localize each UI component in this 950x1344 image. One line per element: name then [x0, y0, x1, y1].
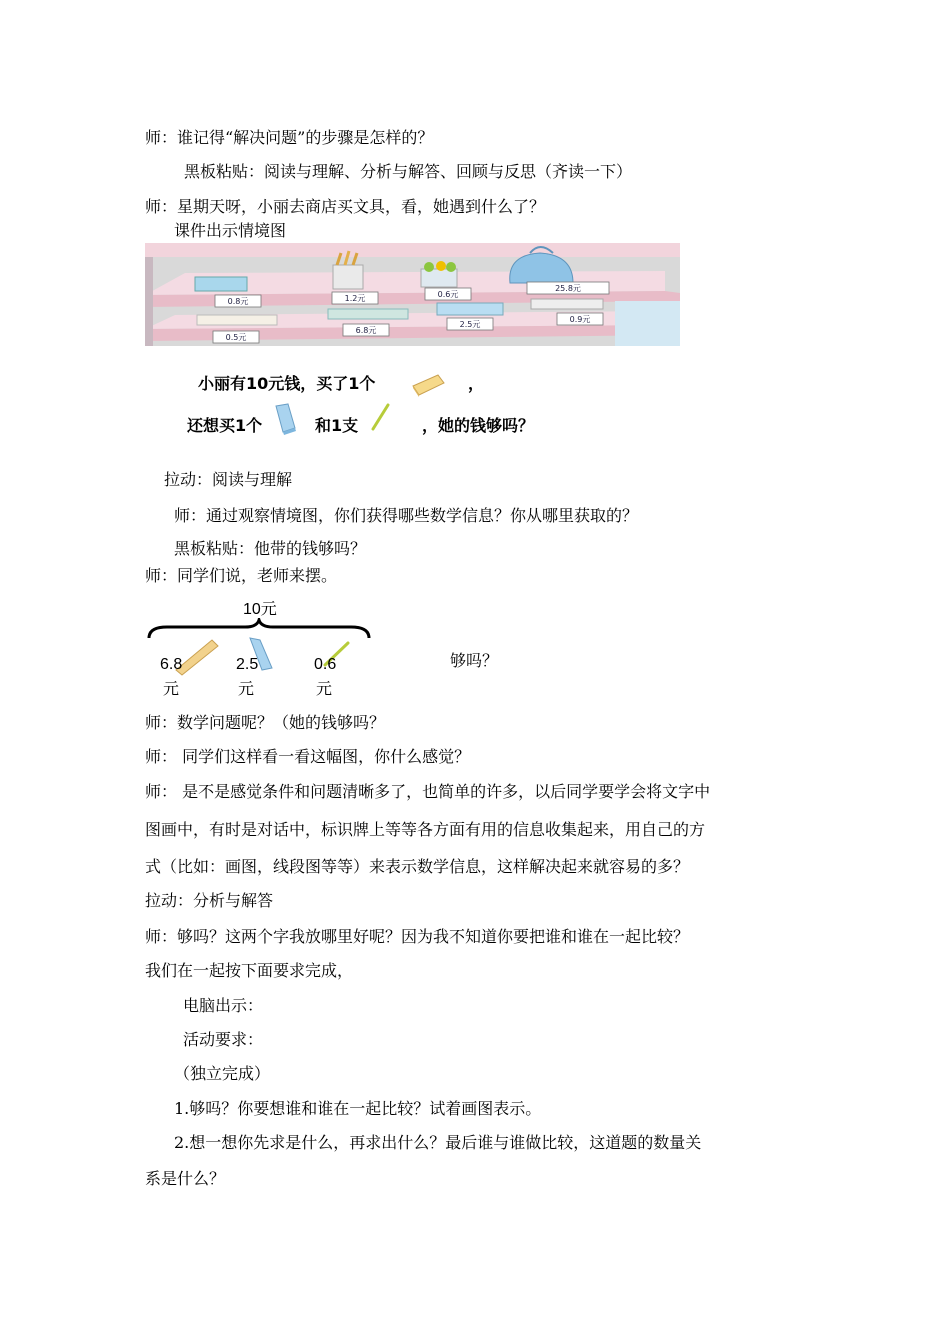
problem-text-part1: 小丽有10元钱，买了1个: [198, 374, 376, 393]
price-tag-label: 1.2元: [344, 294, 366, 303]
text-line-22: 系是什么？: [145, 1169, 226, 1188]
text-line-20: 1.够吗？你要想谁和谁在一起比较？试着画图表示。: [174, 1099, 542, 1118]
diagram-total-label: 10元: [243, 601, 277, 618]
text-line-1: 师：谁记得“解决问题”的步骤是怎样的？: [145, 128, 434, 147]
pencil-icon: [370, 402, 392, 432]
text-line-18: 活动要求：: [183, 1030, 264, 1049]
problem-text-part2: 还想买1个: [187, 416, 263, 435]
text-line-5: 拉动：阅读与理解: [164, 470, 293, 489]
price-tag-label: 2.5元: [459, 320, 481, 329]
text-line-16: 我们在一起按下面要求完成，: [145, 961, 354, 980]
text-line-17: 电脑出示：: [183, 996, 264, 1015]
diagram-unit: 元: [163, 679, 180, 698]
problem-comma: ，: [468, 374, 485, 393]
price-tag-label: 25.8元: [555, 284, 581, 293]
diagram-question: 够吗？: [450, 651, 499, 670]
price-tag-label: 6.8元: [355, 326, 377, 335]
diagram-unit: 元: [316, 679, 333, 698]
text-line-11: 师： 是不是感觉条件和问题清晰多了，也简单的许多，以后同学要学会将文字中: [145, 782, 711, 801]
text-line-4: 课件出示情境图: [174, 221, 287, 240]
price-tag-label: 0.6元: [437, 290, 459, 299]
problem-text-part3: 和1支: [315, 416, 359, 435]
text-line-9: 师：数学问题呢？（她的钱够吗？: [145, 713, 386, 732]
diagram-value: 6.8: [160, 656, 183, 673]
text-line-6: 师：通过观察情境图，你们获得哪些数学信息？你从哪里获取的？: [174, 506, 639, 525]
text-line-12: 图画中，有时是对话中，标识牌上等等各方面有用的信息收集起来，用自己的方: [145, 820, 706, 839]
diagram-value: 0.6: [314, 656, 337, 673]
text-line-3: 师：星期天呀，小丽去商店买文具，看，她遇到什么了？: [145, 197, 546, 216]
text-line-13: 式（比如：画图，线段图等等）来表示数学信息，这样解决起来就容易的多？: [145, 857, 690, 876]
text-line-10: 师： 同学们这样看一看这幅图，你什么感觉？: [145, 747, 471, 766]
diagram-unit: 元: [238, 679, 255, 698]
text-line-8: 师：同学们说，老师来摆。: [145, 566, 338, 585]
problem-text-part4: ，她的钱够吗？: [422, 416, 535, 435]
text-line-21: 2.想一想你先求是什么，再求出什么？最后谁与谁做比较，这道题的数量关: [174, 1133, 702, 1152]
diagram-value: 2.5: [236, 656, 259, 673]
text-line-19: （独立完成）: [174, 1064, 271, 1083]
price-tag-label: 0.9元: [569, 315, 591, 324]
sharpener-icon: [272, 402, 298, 436]
text-line-14: 拉动：分析与解答: [145, 891, 274, 910]
price-tag-label: 0.8元: [227, 297, 249, 306]
shelf-scene-image: [145, 243, 680, 346]
price-tag-label: 0.5元: [225, 333, 247, 342]
text-line-15: 师：够吗？这两个字我放哪里好呢？因为我不知道你要把谁和谁在一起比较？: [145, 927, 690, 946]
text-line-7: 黑板粘贴：他带的钱够吗？: [174, 539, 367, 558]
eraser-icon: [410, 372, 446, 398]
text-line-2: 黑板粘贴：阅读与理解、分析与解答、回顾与反思（齐读一下）: [184, 162, 633, 181]
